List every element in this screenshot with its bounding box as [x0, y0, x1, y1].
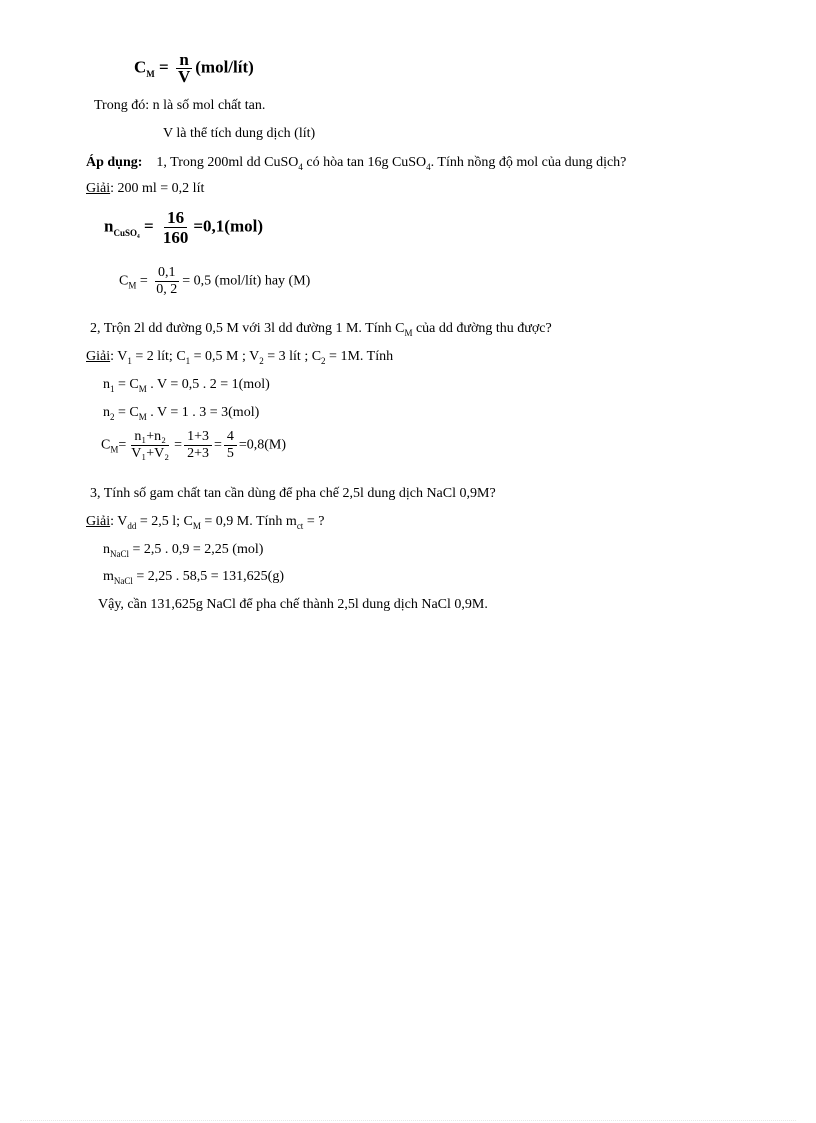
molarity-formula: $C_M$ = $\frac{n}{V}$ (mol/lít) [134, 50, 254, 86]
example-3-given: Giải: $V_{dd} = 2,5$ l; $C_M = 0,9$ M. Tính $m_{ct}$ = ? [86, 514, 325, 531]
example-3-mol-calc: $n_{NaCl} = 2,5$ . 0,9 = 2,25 (mol) [103, 542, 264, 559]
example-2-given: Giải: $V_1 = 2$ lít; $C_1 = 0,5$ M ; $V_2 = 3$ lít ; $C_2 = 1M$. Tính [86, 349, 394, 366]
example-1-concentration-calc: $C_M$ = $\frac{0,1}{0, 2}$ = 0,5 (mol/lít) hay (M) [119, 265, 311, 297]
definition-line-1: Trong đó: n là số mol chất tan. [94, 98, 266, 113]
example-2-question: 2, Trộn 2l dd đường 0,5 M với 3l dd đường 1 M. Tính $C_M$ của dd đường thu được? [90, 321, 552, 338]
solution-label: Giải [86, 514, 111, 529]
definition-line-2: V là thể tích dung dịch (lít) [163, 126, 316, 141]
example-2-n2-calc: $n_2 = C_M$ . V = 1 . 3 = 3(mol) [103, 405, 260, 422]
example-3-mass-calc: $m_{NaCl} = 2,25$ . 58,5 = 131,625(g) [103, 569, 285, 586]
example-1-solution: Giải: 200 ml = 0,2 lít [86, 181, 205, 196]
example-3-question: 3, Tính số gam chất tan cần dùng để pha chế 2,5l dung dịch NaCl 0,9M? [90, 486, 496, 501]
example-2-cm-calc: $C_M=$ $\frac{\text{n₁+n₂}}{\text{V₁+V₂}}$ = $\frac{1+3}{2+3}$ = $\frac{4}{5}$ =0,8(M) [101, 429, 287, 461]
solution-label: Giải [86, 349, 111, 364]
solution-label: Giải [86, 181, 111, 196]
example-3-conclusion: Vậy, cần 131,625g NaCl để pha chế thành 2,5l dung dịch NaCl 0,9M. [98, 597, 488, 612]
page-bottom-divider [20, 1120, 796, 1121]
example-1-mol-calc: $n_{CuSO_4}$ = $\frac{16}{160}$ =0,1(mol) [104, 208, 264, 247]
example-2-n1-calc: $n_1 = C_M$ . V = 0,5 . 2 = 1(mol) [103, 377, 270, 394]
apply-label: Áp dụng: [86, 155, 143, 170]
example-1-question: Áp dụng: 1, Trong 200ml dd CuSO$_4$ có hòa tan 16g CuSO$_4$. Tính nồng độ mol của dung dịch? [86, 155, 627, 172]
